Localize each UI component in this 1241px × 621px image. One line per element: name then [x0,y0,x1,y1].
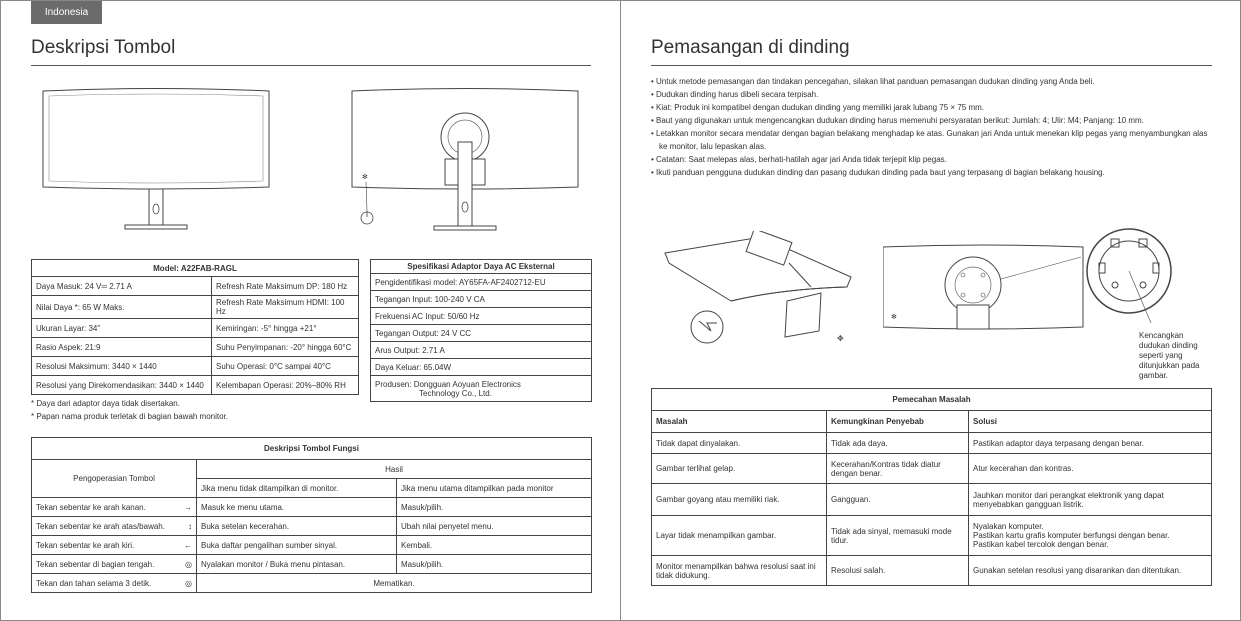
col-menu-off: Jika menu tidak ditampilkan di monitor. [197,479,397,498]
footnote: * Papan nama produk terletak di bagian bawah monitor. [31,412,229,421]
cause-cell: Tidak ada daya. [827,433,969,454]
cause-cell: Kecerahan/Kontras tidak diatur dengan benar. [827,454,969,484]
instruction-item: • Dudukan dinding harus dibeli secara terpisah. [651,90,819,99]
solution-cell: Nyalakan komputer. Pastikan kartu grafis komputer berfungsi dengan benar. Pastikan kabel tercolok dengan benar. [969,516,1212,556]
trouble-table-title: Pemecahan Masalah [652,389,1212,411]
cause-cell: Tidak ada sinyal, memasuki mode tidur. [827,516,969,556]
joystick-left-icon: ← [184,540,192,550]
adapter-cell: Tegangan Output: 24 V CC [371,325,592,342]
col-operation: Pengoperasian Tombol [32,460,197,498]
producer-line: Technology Co., Ltd. [419,388,492,398]
spec-cell: Daya Masuk: 24 V═ 2.71 A [32,277,212,296]
spec-cell: Resolusi Maksimum: 3440 × 1440 [32,357,212,376]
adapter-table-title: Spesifikasi Adaptor Daya AC Eksternal [371,260,592,274]
instruction-item: • Letakkan monitor secara mendatar dengan bagian belakang menghadap ke atas. Gunakan jari Anda untuk menekan klip pegas yang menyambungkan alas ke monitor, lalu lepaskan alas. [651,129,1208,151]
model-table-title: Model: A22FAB-RAGL [32,260,359,277]
problem-cell: Monitor menampilkan bahwa resolusi saat ini tidak didukung. [652,556,827,586]
joystick-up-down-icon: ↕ [188,521,192,531]
spec-cell: Resolusi yang Direkomendasikan: 3440 × 1440 [32,376,212,395]
result-off-cell: Buka setelan kecerahan. [197,517,397,536]
operation-label: Tekan sebentar ke arah kiri. [36,540,135,550]
operation-cell [32,498,197,517]
operation-cell [32,555,197,574]
instruction-item: • Ikuti panduan pengguna dudukan dinding dan pasang dudukan dinding pada baut yang terpasang di bagian belakang housing. [651,168,1105,177]
operation-label: Tekan sebentar ke arah kanan. [36,502,146,512]
monitor-front-illustration [41,87,271,233]
adapter-cell: Pengidentifikasi model: AY65FA-AF2402712-EU [371,274,592,291]
adapter-cell: Daya Keluar: 65.04W [371,359,592,376]
spec-cell: Kemiringan: -5° hingga +21° [212,319,359,338]
joystick-right-icon: → [184,502,192,512]
svg-text:✻: ✻ [362,173,368,181]
problem-cell: Layar tidak menampilkan gambar. [652,516,827,556]
joystick-hold-icon: ◎ [185,578,192,588]
monitor-rear-illustration [350,87,580,233]
col-result: Hasil [197,460,592,479]
adapter-spec-table [370,259,592,402]
header-problem: Masalah [652,411,827,433]
operation-label: Tekan dan tahan selama 3 detik. [36,578,152,588]
title-rule [651,65,1212,66]
header-cause: Kemungkinan Penyebab [827,411,969,433]
page-title-button-description: Deskripsi Tombol [31,37,176,58]
result-off-cell: Buka daftar pengalihan sumber sinyal. [197,536,397,555]
svg-text:✻: ✻ [891,313,897,321]
operation-label: Tekan sebentar ke arah atas/bawah. [36,521,165,531]
result-on-cell: Masuk/pilih. [397,498,592,517]
language-tab: Indonesia [31,1,102,24]
spec-cell: Ukuran Layar: 34" [32,319,212,338]
result-on-cell: Kembali. [397,536,592,555]
instruction-item: • Untuk metode pemasangan dan tindakan pencegahan, silakan lihat panduan pemasangan dudukan dinding yang Anda beli. [651,77,1095,86]
solution-cell: Atur kecerahan dan kontras. [969,454,1212,484]
instruction-item: • Baut yang digunakan untuk mengencangkan dudukan dinding harus memenuhi persyaratan berikut: Jumlah: 4; Ulir: M4; Panjang: 10 mm. [651,116,1144,125]
model-spec-table [31,259,359,395]
spec-cell: Suhu Operasi: 0°C sampai 40°C [212,357,359,376]
result-power-off-cell: Mematikan. [197,574,592,593]
solution-cell: Gunakan setelan resolusi yang disarankan dan ditentukan. [969,556,1212,586]
solution-cell: Pastikan adaptor daya terpasang dengan benar. [969,433,1212,454]
right-page [620,0,1241,621]
producer-line: Produsen: Dongguan Aoyuan Electronics [375,379,521,389]
adapter-producer-cell [371,376,592,402]
problem-cell: Gambar terlihat gelap. [652,454,827,484]
function-table-title: Deskripsi Tombol Fungsi [32,438,592,460]
adapter-cell: Arus Output: 2.71 A [371,342,592,359]
problem-cell: Tidak dapat dinyalakan. [652,433,827,454]
joystick-press-icon: ◎ [185,559,192,569]
result-off-cell: Masuk ke menu utama. [197,498,397,517]
spec-cell: Nilai Daya *: 65 W Maks. [32,296,212,319]
wall-mount-rear-illustration [883,227,1203,333]
instruction-item: • Catatan: Saat melepas alas, berhati-hatilah agar jari Anda tidak terjepit klip pegas. [651,155,947,164]
svg-text:✥: ✥ [837,334,844,343]
function-table [31,437,592,593]
result-on-cell: Masuk/pilih. [397,555,592,574]
operation-cell [32,517,197,536]
operation-cell [32,536,197,555]
cause-cell: Gangguan. [827,484,969,516]
problem-cell: Gambar goyang atau memiliki riak. [652,484,827,516]
spec-cell: Refresh Rate Maksimum DP: 180 Hz [212,277,359,296]
operation-label: Tekan sebentar di bagian tengah. [36,559,155,569]
spec-cell: Rasio Aspek: 21:9 [32,338,212,357]
adapter-cell: Frekuensi AC Input: 50/60 Hz [371,308,592,325]
spec-cell: Refresh Rate Maksimum HDMI: 100 Hz [212,296,359,319]
header-solution: Solusi [969,411,1212,433]
footnote: * Daya dari adaptor daya tidak disertakan. [31,399,180,408]
operation-cell [32,574,197,593]
wall-mount-instructions [651,75,1211,179]
page-title-wall-mount: Pemasangan di dinding [651,37,850,58]
result-off-cell: Nyalakan monitor / Buka menu pintasan. [197,555,397,574]
solution-cell: Jauhkan monitor dari perangkat elektronik yang dapat menyebabkan gangguan listrik. [969,484,1212,516]
instruction-item: • Kiat: Produk ini kompatibel dengan dudukan dinding yang memiliki jarak lubang 75 × 75 mm. [651,103,984,112]
spec-cell: Kelembapan Operasi: 20%–80% RH [212,376,359,395]
title-rule [31,65,591,66]
troubleshooting-table [651,388,1212,586]
adapter-cell: Tegangan Input: 100-240 V CA [371,291,592,308]
mounting-callout: Kencangkan dudukan dinding seperti yang ditunjukkan pada gambar. [1139,331,1200,380]
spec-cell: Suhu Penyimpanan: -20° hingga 60°C [212,338,359,357]
result-on-cell: Ubah nilai penyetel menu. [397,517,592,536]
col-menu-on: Jika menu utama ditampilkan pada monitor [397,479,592,498]
stand-removal-illustration [661,231,861,351]
cause-cell: Resolusi salah. [827,556,969,586]
